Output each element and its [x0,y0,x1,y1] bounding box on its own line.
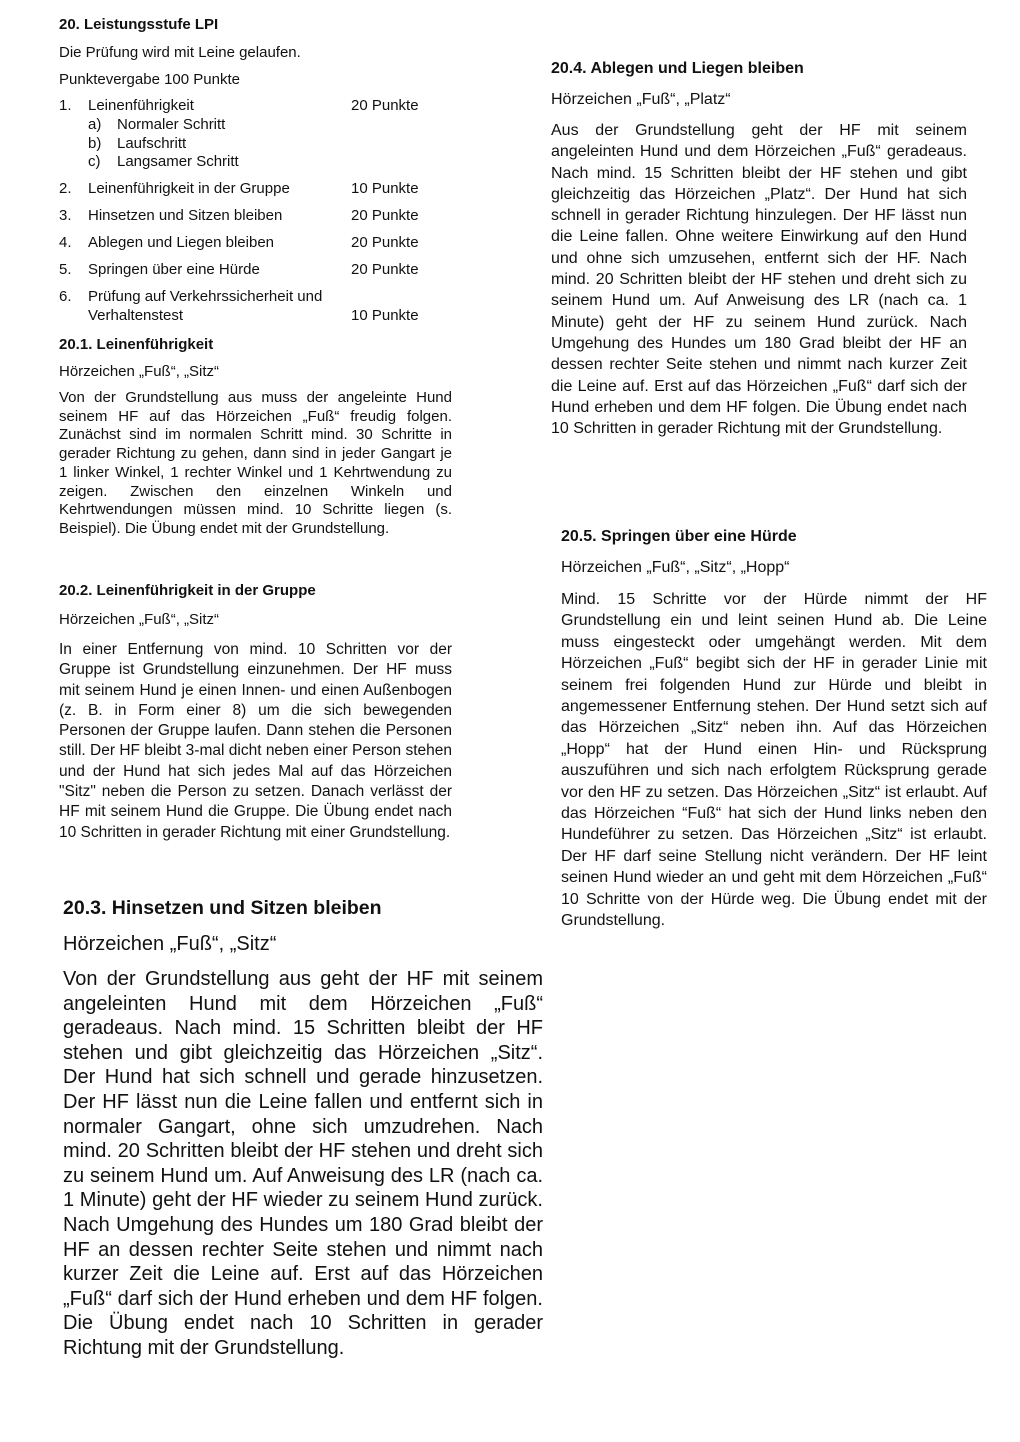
sub-item [88,135,186,154]
sub-item [88,153,239,172]
item-number: 2. [59,180,72,197]
item-points: 20 Punkte [351,234,419,251]
section-20-4-title: 20.4. Ablegen und Liegen bleiben [551,60,804,77]
section-20-5-commands: Hörzeichen „Fuß“, „Sitz“, „Hopp“ [561,559,790,576]
item-label: Leinenführigkeit in der Gruppe [88,180,290,197]
sub-item-letter: a) [88,116,102,133]
sub-item-label: Normaler Schritt [117,116,226,133]
item-points: 20 Punkte [351,261,419,278]
section-20-3-body: Von der Grundstellung aus geht der HF mit seinem angeleinten Hund mit dem Hörzeichen „Fuß“ geradeaus. Nach mind. 15 Schritten bleibt der HF stehen und gibt gleichzeitig das Hörzeichen „Sitz“. Der Hund hat sich schnell und gerade hinzusetzen. Der HF lässt nun die Leine fallen und entfernt sich in normaler Gangart, ohne sich umzudrehen. Nach mind. 20 Schritten bleibt der HF stehen und dreht sich zu seinem Hund um. Auf Anweisung des LR (nach ca. 1 Minute) geht der HF wieder zu seinem Hund zurück. Nach Umgehung des Hundes um 180 Grad bleibt der HF an dessen rechter Seite stehen und nimmt nach kurzer Zeit die Leine auf. Erst auf das Hörzeichen „Fuß“ darf sich der Hund erheben und dem HF folgen. Die Übung endet nach 10 Schritten in gerader Richtung mit der Grundstellung. [63,968,543,1359]
item-label: Springen über eine Hürde [88,261,260,278]
section-20-title: 20. Leistungsstufe LPI [59,16,219,33]
section-20-1-commands: Hörzeichen „Fuß“, „Sitz“ [59,363,220,380]
section-20-1-body: Von der Grundstellung aus muss der angeleinte Hund seinem HF auf das Hörzeichen „Fuß“ freudig folgen. Zunächst sind im normalen Schritt mind. 30 Schritte in gerader Richtung zu gehen, dann sind in jeder Gangart je 1 linker Winkel, 1 rechter Winkel und 1 Kehrtwendung zu zeigen. Zwischen den einzelnen Winkeln und Kehrtwendungen müssen mind. 10 Schritte liegen (s. Beispiel). Die Übung endet mit der Grundstellung. [59,389,452,537]
item-points: 20 Punkte [351,207,419,224]
section-20-4-commands: Hörzeichen „Fuß“, „Platz“ [551,91,731,108]
item-label: Hinsetzen und Sitzen bleiben [88,207,283,224]
item-label: Ablegen und Liegen bleiben [88,234,274,251]
item-label: Leinenführigkeit [88,97,194,114]
intro-line-1: Die Prüfung wird mit Leine gelaufen. [59,44,301,61]
section-20-5-title: 20.5. Springen über eine Hürde [561,528,797,545]
section-20-2-body: In einer Entfernung von mind. 10 Schritten vor der Gruppe ist Grundstellung einzunehmen. Der HF muss mit seinem Hund je einen Innen- und einen Außenbogen (z. B. in Form einer 8) um die sich bewegenden Personen der Gruppe laufen. Dann stehen die Personen still. Der HF bleibt 3-mal dicht neben einer Person stehen und der Hund hat sich jedes Mal auf das Hörzeichen "Sitz" neben die Person zu setzen. Danach verlässt der HF mit seinem Hund die Gruppe. Die Übung endet nach 10 Schritten in gerader Richtung mit einer Grundstellung. [59,641,452,841]
section-20-2-title: 20.2. Leinenführigkeit in der Gruppe [59,582,316,599]
item-points: 10 Punkte [351,180,419,197]
section-20-1-title: 20.1. Leinenführigkeit [59,336,214,353]
section-20-3-commands: Hörzeichen „Fuß“, „Sitz“ [63,933,277,955]
section-20-5-body: Mind. 15 Schritte vor der Hürde nimmt der HF Grundstellung ein und leint seinen Hund ab. Die Leine muss eingesteckt oder umgehängt werden. Mit dem Hörzeichen „Fuß“ begibt sich der HF in gerader Linie mit seinem frei folgenden Hund zur Hürde und bleibt in angemessener Entfernung stehen. Der Hund setzt sich auf das Hörzeichen „Sitz“ neben ihn. Auf das Hörzeichen „Hopp“ hat der Hund einen Hin- und Rücksprung auszuführen und sich nach erfolgtem Rücksprung gerade vor den HF zu setzen. Das Hörzeichen „Sitz“ ist erlaubt. Auf das Hörzeichen “Fuß“ hat sich der Hund links neben den Hundeführer zu setzen. Das Hörzeichen „Sitz“ ist erlaubt. Der HF darf seine Stellung nicht verändern. Der HF leint seinen Hund wieder an und geht mit dem Hörzeichen „Fuß“ 10 Schritte von der Hürde weg. Die Übung endet mit der Grundstellung. [561,591,987,930]
item-label: Prüfung auf Verkehrssicherheit und Verhaltenstest [88,288,323,324]
item-points: 10 Punkte [351,307,419,324]
sub-item [88,116,225,135]
sub-item-label: Langsamer Schritt [117,153,239,170]
item-number: 4. [59,234,72,251]
item-number: 1. [59,97,72,114]
item-number: 6. [59,288,72,305]
sub-item-label: Laufschritt [117,134,187,152]
sub-item-letter: b) [88,134,102,152]
item-number: 5. [59,261,72,278]
section-20-3-title: 20.3. Hinsetzen und Sitzen bleiben [63,897,382,919]
intro-line-2: Punktevergabe 100 Punkte [59,71,240,88]
item-number: 3. [59,207,72,224]
section-20-4-body: Aus der Grundstellung geht der HF mit seinem angeleinten Hund und dem Hörzeichen „Fuß“ geradeaus. Nach mind. 15 Schritten bleibt der HF stehen und gibt gleichzeitig das Hörzeichen „Platz“. Der Hund hat sich schnell in gerader Richtung hinzulegen. Der HF lässt nun die Leine fallen. Ohne weitere Einwirkung auf den Hund und ohne sich umzusehen, entfernt sich der HF. Nach mind. 20 Schritten bleibt der HF stehen und dreht sich zu seinem Hund um. Auf Anweisung des LR (nach ca. 1 Minute) geht der HF zu seinem Hund zurück. Nach Umgehung des Hundes um 180 Grad bleibt der HF an dessen rechter Seite stehen und nimmt nach kurzer Zeit die Leine auf. Erst auf das Hörzeichen „Fuß“ darf sich der Hund erheben und dem HF folgen. Die Übung endet nach 10 Schritten in gerader Richtung mit der Grundstellung. [551,122,967,438]
section-20-2-commands: Hörzeichen „Fuß“, „Sitz“ [59,611,220,628]
section-20-intro [59,43,452,97]
item-points: 20 Punkte [351,97,419,114]
sub-item-letter: c) [88,153,101,170]
